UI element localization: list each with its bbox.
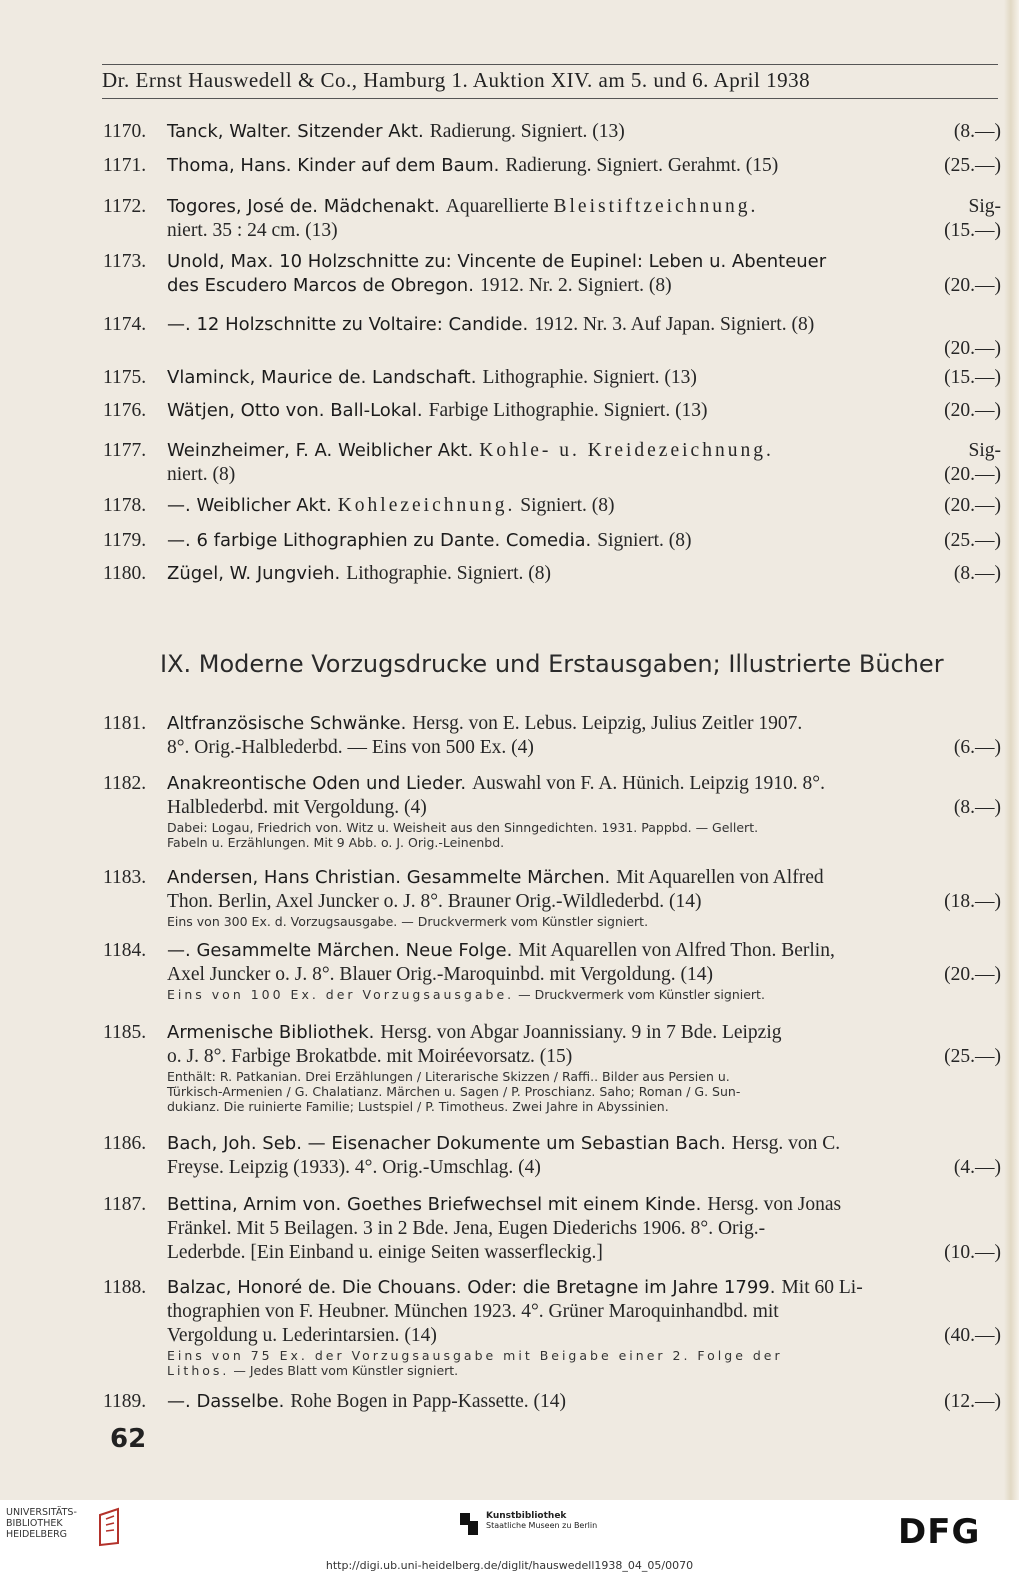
entry-text: Radierung. Signiert. (13) — [429, 121, 625, 142]
entry-text: Signiert. (8) — [597, 530, 692, 551]
entry-title: Altfranzösische Schwänke. — [167, 713, 407, 734]
entry-note: Fabeln u. Erzählungen. Mit 9 Abb. o. J. Orig.-Leinenbd. — [167, 835, 505, 850]
entry-text: Hersg. von E. Lebus. Leipzig, Julius Zeitler 1907. — [412, 713, 803, 734]
catalog-entry — [103, 439, 1003, 487]
entry-text: Lithographie. Signiert. (13) — [482, 367, 697, 388]
entry-title: des Escudero Marcos de Obregon. — [167, 275, 474, 296]
price: (15.—) — [944, 220, 1001, 241]
price: (6.—) — [953, 737, 1001, 758]
entry-text: Aquarellierte — [445, 196, 549, 217]
entry-title: Anakreontische Oden und Lieder. — [167, 773, 467, 794]
entry-title: Wätjen, Otto von. Ball-Lokal. — [167, 400, 423, 421]
entry-title: Armenische Bibliothek. — [167, 1022, 375, 1043]
catalog-entry — [103, 866, 1003, 929]
entry-text: Sig- — [968, 440, 1001, 461]
entry-title: Unold, Max. 10 Holzschnitte zu: Vincente de Eupinel: Leben u. Abenteuer — [167, 251, 827, 272]
kunstbibliothek-logo — [470, 1511, 597, 1530]
catalog-entry — [103, 494, 1003, 518]
lot-number: 1180. — [103, 563, 147, 584]
entry-text: Radierung. Signiert. Gerahmt. (15) — [505, 155, 779, 176]
lot-number: 1175. — [103, 367, 147, 388]
entry-title: —. 6 farbige Lithographien zu Dante. Comedia. — [167, 530, 592, 551]
lot-number: 1181. — [103, 713, 147, 734]
price: (8.—) — [953, 121, 1001, 142]
lot-number: 1178. — [103, 495, 147, 516]
entry-text: Lithographie. Signiert. (8) — [346, 563, 551, 584]
entry-text: Hersg. von C. — [731, 1133, 841, 1154]
entry-text: niert. 35 : 24 cm. (13) — [167, 220, 338, 241]
page-number: 62 — [110, 1424, 147, 1454]
catalog-entry — [103, 250, 1003, 298]
entry-title: Thoma, Hans. Kinder auf dem Baum. — [167, 155, 500, 176]
price: (8.—) — [953, 563, 1001, 584]
spaced-note: Lithos. — [167, 1363, 230, 1378]
entry-title: Balzac, Honoré de. Die Chouans. Oder: die Bretagne im Jahre 1799. — [167, 1277, 776, 1298]
entry-note: Dabei: Logau, Friedrich von. Witz u. Weisheit aus den Sinngedichten. 1931. Pappbd. — Gellert. — [167, 820, 759, 835]
price: (12.—) — [944, 1391, 1001, 1412]
entry-text: Mit 60 Li- — [781, 1277, 863, 1298]
spaced-text: Bleistiftzeichnung. — [553, 196, 759, 217]
entry-text: o. J. 8°. Farbige Brokatbde. mit Moiréevorsatz. (15) — [167, 1046, 573, 1067]
library-emblem-icon — [94, 1507, 128, 1547]
entry-note: — Jedes Blatt vom Künstler signiert. — [229, 1363, 459, 1378]
price: (10.—) — [944, 1242, 1001, 1263]
lot-number: 1170. — [103, 121, 147, 142]
entry-text: Farbige Lithographie. Signiert. (13) — [428, 400, 708, 421]
spaced-text: Kohle- u. Kreidezeichnung. — [479, 440, 774, 461]
catalog-entry — [103, 1132, 1003, 1180]
lot-number: 1171. — [103, 155, 147, 176]
lot-number: 1172. — [103, 196, 147, 217]
entry-title: Bach, Joh. Seb. — Eisenacher Dokumente um Sebastian Bach. — [167, 1133, 726, 1154]
entry-text: Rohe Bogen in Papp-Kassette. (14) — [290, 1391, 567, 1412]
entry-text: thographien von F. Heubner. München 1923. 4°. Grüner Maroquinhandbd. mit — [167, 1301, 779, 1322]
price: (40.—) — [944, 1325, 1001, 1346]
source-url: http://digi.ub.uni-heidelberg.de/diglit/hauswedell1938_04_05/0070 — [325, 1559, 694, 1572]
lot-number: 1186. — [103, 1133, 147, 1154]
catalog-entry — [103, 154, 1003, 178]
entry-note: Enthält: R. Patkanian. Drei Erzählungen / Literarische Skizzen / Raffi.. Bilder aus Persien u. — [167, 1069, 730, 1084]
entry-title: Zügel, W. Jungvieh. — [167, 563, 341, 584]
entry-text: Vergoldung u. Lederintarsien. (14) — [167, 1325, 437, 1346]
lot-number: 1188. — [103, 1277, 147, 1298]
lot-number: 1182. — [103, 773, 147, 794]
catalog-entry — [103, 529, 1003, 553]
entry-title: —. 12 Holzschnitte zu Voltaire: Candide. — [167, 314, 529, 335]
entry-note: Eins von 300 Ex. d. Vorzugsausgabe. — Druckvermerk vom Künstler signiert. — [167, 914, 649, 929]
catalog-entry — [103, 1390, 1003, 1414]
lot-number: 1189. — [103, 1391, 147, 1412]
library-name-line: UNIVERSITÄTS- — [6, 1507, 77, 1518]
catalog-entry — [103, 772, 1003, 850]
page-edge — [1004, 0, 1019, 1500]
entry-title: Vlaminck, Maurice de. Landschaft. — [167, 367, 477, 388]
price: (18.—) — [944, 891, 1001, 912]
entry-text: Hersg. von Jonas — [707, 1194, 842, 1215]
catalog-entry — [103, 120, 1003, 144]
entry-text: Auswahl von F. A. Hünich. Leipzig 1910. 8°. — [472, 773, 825, 794]
entry-text: 1912. Nr. 3. Auf Japan. Signiert. (8) — [534, 314, 815, 335]
running-header: Dr. Ernst Hauswedell & Co., Hamburg 1. Auktion XIV. am 5. und 6. April 1938 — [102, 64, 998, 99]
lot-number: 1173. — [103, 251, 147, 272]
catalog-entry — [103, 1021, 1003, 1114]
catalog-entry — [103, 939, 1003, 1002]
section-heading: IX. Moderne Vorzugsdrucke und Erstausgaben; Illustrierte Bücher — [160, 650, 944, 678]
entry-text: Mit Aquarellen von Alfred — [616, 867, 824, 888]
library-logo — [6, 1507, 126, 1540]
catalog-entry — [103, 313, 1003, 361]
lot-number: 1179. — [103, 530, 147, 551]
entry-note: Türkisch-Armenien / G. Chalatianz. Märchen u. Sagen / P. Proschianz. Saho; Roman / G. Sun- — [167, 1084, 741, 1099]
kunstbibliothek-title: Kunstbibliothek — [486, 1511, 567, 1521]
price: (20.—) — [944, 464, 1001, 485]
entry-note: dukianz. Die ruinierte Familie; Lustspiel / P. Timotheus. Zwei Jahre in Abyssinien. — [167, 1099, 669, 1114]
entry-text: 8°. Orig.-Halblederbd. — Eins von 500 Ex. (4) — [167, 737, 534, 758]
entry-text: Hersg. von Abgar Joannissiany. 9 in 7 Bde. Leipzig — [380, 1022, 782, 1043]
price: (20.—) — [944, 495, 1001, 516]
dfg-logo: DFG — [898, 1512, 981, 1552]
kunstbibliothek-mark-icon — [460, 1513, 480, 1535]
entry-text: Mit Aquarellen von Alfred Thon. Berlin, — [518, 940, 835, 961]
entry-title: —. Dasselbe. — [167, 1391, 285, 1412]
price: (20.—) — [944, 338, 1001, 359]
catalog-entry — [103, 1276, 1003, 1378]
entry-title: Bettina, Arnim von. Goethes Briefwechsel mit einem Kinde. — [167, 1194, 702, 1215]
entry-text: Thon. Berlin, Axel Juncker o. J. 8°. Brauner Orig.-Wildlederbd. (14) — [167, 891, 702, 912]
spaced-note: Eins von 100 Ex. der Vorzugsausgabe. — [167, 987, 515, 1002]
entry-title: —. Gesammelte Märchen. Neue Folge. — [167, 940, 513, 961]
entry-title: Tanck, Walter. Sitzender Akt. — [167, 121, 424, 142]
price: (25.—) — [944, 530, 1001, 551]
entry-text: Signiert. (8) — [520, 495, 615, 516]
price: (20.—) — [944, 275, 1001, 296]
entry-title: —. Weiblicher Akt. — [167, 495, 332, 516]
spaced-text: Kohlezeichnung. — [337, 495, 516, 516]
catalog-entry — [103, 712, 1003, 760]
lot-number: 1174. — [103, 314, 147, 335]
price: (25.—) — [944, 155, 1001, 176]
entry-text: Fränkel. Mit 5 Beilagen. 3 in 2 Bde. Jena, Eugen Diederichs 1906. 8°. Orig.- — [167, 1218, 766, 1239]
price: (25.—) — [944, 1046, 1001, 1067]
price: (20.—) — [944, 400, 1001, 421]
lot-number: 1177. — [103, 440, 147, 461]
catalog-entry — [103, 562, 1003, 586]
catalog-entry — [103, 366, 1003, 390]
entry-title: Weinzheimer, F. A. Weiblicher Akt. — [167, 440, 474, 461]
entry-text: Lederbde. [Ein Einband u. einige Seiten wasserfleckig.] — [167, 1242, 603, 1263]
lot-number: 1176. — [103, 400, 147, 421]
entry-text: niert. (8) — [167, 464, 236, 485]
kunstbibliothek-subtitle: Staatliche Museen zu Berlin — [486, 1521, 598, 1530]
library-name-line: BIBLIOTHEK — [6, 1518, 63, 1529]
price: (4.—) — [953, 1157, 1001, 1178]
entry-text: Halblederbd. mit Vergoldung. (4) — [167, 797, 427, 818]
library-name-line: HEIDELBERG — [6, 1529, 68, 1540]
lot-number: 1187. — [103, 1194, 147, 1215]
price: (15.—) — [944, 367, 1001, 388]
price: (8.—) — [953, 797, 1001, 818]
entry-text: Axel Juncker o. J. 8°. Blauer Orig.-Maroquinbd. mit Vergoldung. (14) — [167, 964, 713, 985]
spaced-note: Eins von 75 Ex. der Vorzugsausgabe mit Beigabe einer 2. Folge der — [167, 1348, 783, 1363]
entry-note: — Druckvermerk vom Künstler signiert. — [514, 987, 765, 1002]
catalog-entry — [103, 399, 1003, 423]
entry-text: Freyse. Leipzig (1933). 4°. Orig.-Umschlag. (4) — [167, 1157, 541, 1178]
lot-number: 1184. — [103, 940, 147, 961]
lot-number: 1185. — [103, 1022, 147, 1043]
entry-title: Togores, José de. Mädchenakt. — [167, 196, 440, 217]
lot-number: 1183. — [103, 867, 147, 888]
entry-text: Sig- — [968, 196, 1001, 217]
catalog-entry — [103, 1193, 1003, 1265]
price: (20.—) — [944, 964, 1001, 985]
entry-text: 1912. Nr. 2. Signiert. (8) — [479, 275, 672, 296]
entry-title: Andersen, Hans Christian. Gesammelte Märchen. — [167, 867, 611, 888]
catalog-entry — [103, 195, 1003, 243]
